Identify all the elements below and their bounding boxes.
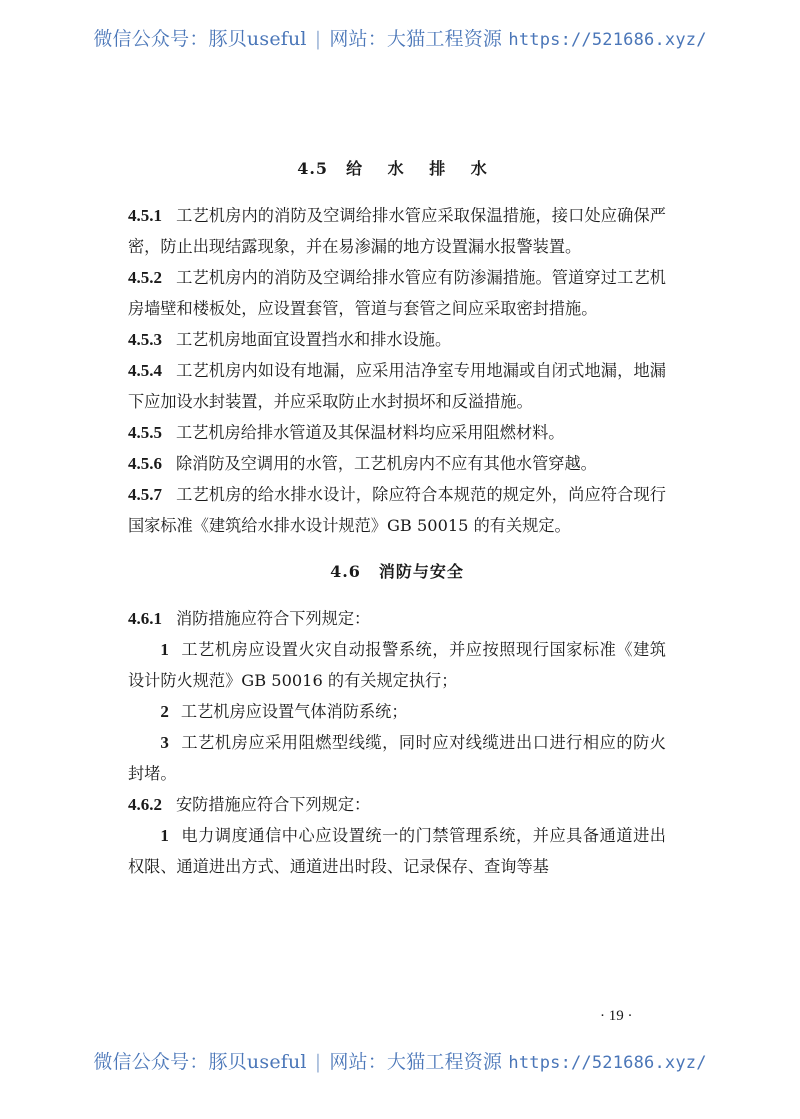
clause-text: 工艺机房内的消防及空调给排水管应采取保温措施，接口处应确保严密，防止出现结露现象，并在易渗漏的地方设置漏水报警装置。	[128, 206, 666, 256]
watermark-banner-bottom	[0, 1047, 800, 1074]
section-title-4-5	[128, 150, 666, 188]
clause-number: 4.5.5	[128, 423, 162, 442]
item-number: 1	[160, 640, 169, 659]
section-number: 4.5	[297, 159, 329, 178]
clause-4-6-2	[128, 789, 666, 820]
clause-number: 4.5.7	[128, 485, 162, 504]
item-number: 2	[160, 702, 169, 721]
clause-4-6-1-item-3	[128, 727, 666, 789]
site-url[interactable]: https://521686.xyz/	[508, 1053, 707, 1073]
item-text: 电力调度通信中心应设置统一的门禁管理系统，并应具备通道进出权限、通道进出方式、通道进出时段、记录保存、查询等基	[128, 826, 666, 876]
clause-4-6-1	[128, 603, 666, 634]
section-title-4-6	[128, 553, 666, 591]
clause-text: 除消防及空调用的水管，工艺机房内不应有其他水管穿越。	[176, 454, 597, 473]
clause-number: 4.5.3	[128, 330, 162, 349]
clause-4-5-6	[128, 448, 666, 479]
section-heading: 给 水 排 水	[346, 159, 497, 178]
clause-4-5-2	[128, 262, 666, 324]
separator: |	[314, 1051, 322, 1073]
item-number: 3	[160, 733, 169, 752]
item-text: 工艺机房应采用阻燃型线缆，同时应对线缆进出口进行相应的防火封堵。	[128, 733, 666, 783]
clause-text: 工艺机房的给水排水设计，除应符合本规范的规定外，尚应符合现行国家标准《建筑给水排水设计规范》GB 50015 的有关规定。	[128, 485, 666, 535]
clause-4-5-1	[128, 200, 666, 262]
clause-4-6-1-item-2	[128, 696, 666, 727]
clause-number: 4.6.1	[128, 609, 162, 628]
clause-text: 工艺机房给排水管道及其保温材料均应采用阻燃材料。	[176, 423, 565, 442]
site-label: 网站：大猫工程资源	[329, 28, 503, 50]
clause-text: 工艺机房内如设有地漏，应采用洁净室专用地漏或自闭式地漏，地漏下应加设水封装置，并应采取防止水封损坏和反溢措施。	[128, 361, 666, 411]
clause-text: 消防措施应符合下列规定：	[176, 609, 371, 628]
clause-4-5-4	[128, 355, 666, 417]
item-text: 工艺机房应设置火灾自动报警系统，并应按照现行国家标准《建筑设计防火规范》GB 50016 的有关规定执行；	[128, 640, 666, 690]
clause-4-5-7	[128, 479, 666, 541]
wechat-label: 微信公众号：豚贝useful	[93, 28, 307, 50]
item-number: 1	[160, 826, 169, 845]
wechat-label: 微信公众号：豚贝useful	[93, 1051, 307, 1073]
section-number: 4.6	[330, 562, 361, 581]
clause-number: 4.5.1	[128, 206, 162, 225]
separator: |	[314, 28, 322, 50]
clause-text: 工艺机房地面宜设置挡水和排水设施。	[176, 330, 452, 349]
watermark-banner-top	[0, 24, 800, 51]
clause-number: 4.5.2	[128, 268, 162, 287]
clause-number: 4.5.6	[128, 454, 162, 473]
item-text: 工艺机房应设置气体消防系统；	[180, 702, 408, 721]
clause-text: 工艺机房内的消防及空调给排水管应有防渗漏措施。管道穿过工艺机房墙壁和楼板处，应设置套管，管道与套管之间应采取密封措施。	[128, 268, 666, 318]
clause-4-5-3	[128, 324, 666, 355]
section-heading: 消防与安全	[378, 562, 464, 581]
document-page	[128, 150, 666, 882]
site-label: 网站：大猫工程资源	[329, 1051, 503, 1073]
page-number: · 19 ·	[600, 1008, 633, 1024]
clause-4-6-2-item-1	[128, 820, 666, 882]
site-url[interactable]: https://521686.xyz/	[508, 30, 707, 50]
clause-4-5-5	[128, 417, 666, 448]
clause-text: 安防措施应符合下列规定：	[176, 795, 371, 814]
clause-number: 4.5.4	[128, 361, 162, 380]
clause-number: 4.6.2	[128, 795, 162, 814]
clause-4-6-1-item-1	[128, 634, 666, 696]
